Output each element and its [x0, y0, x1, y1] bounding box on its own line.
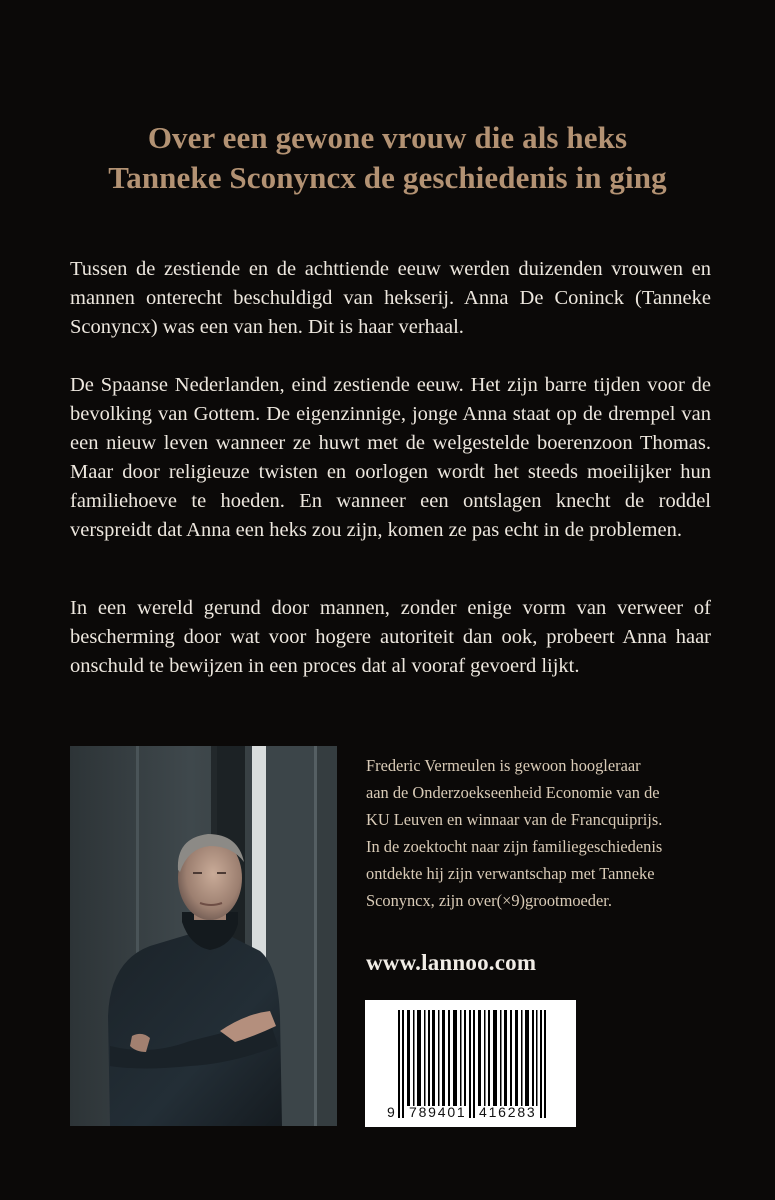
blurb-paragraph-1: Tussen de zestiende en de achttiende eeuw werden duizenden vrouwen en mannen onterecht beschuldigd van hekserij. Anna De Coninck (Tanneke Sconyncx) was een van hen. Dit is haar verhaal. — [70, 258, 711, 338]
publisher-website: www.lannoo.com — [366, 950, 537, 975]
barcode-icon — [365, 1000, 576, 1127]
blurb-paragraph-2: De Spaanse Nederlanden, eind zestiende eeuw. Het zijn barre tijden voor de bevolking van Gottem. De eigenzinnige, jonge Anna staat op de drempel van een nieuw leven wanneer ze huwt met de welgestelde boerenzoon Thomas. Maar door religieuze twisten en oorlogen wordt het steeds moeilijker hun familiehoeve te hoeden. En wanneer een ontslagen knecht de roddel verspreidt dat Anna een heks zou zijn, komen ze pas echt in de problemen. — [70, 374, 711, 541]
author-bio-line: Frederic Vermeulen is gewoon hoogleraar — [366, 756, 641, 775]
blurb-paragraph-3: In een wereld gerund door mannen, zonder enige vorm van verweer of bescherming door wat voor hogere autoriteit dan ook, probeert Anna haar onschuld te bewijzen in een proces dat al vooraf gevoerd lijkt. — [70, 597, 711, 677]
author-bio-line: KU Leuven en winnaar van de Francquiprijs. — [366, 810, 663, 829]
tagline-line-1: Over een gewone vrouw die als heks — [147, 120, 628, 155]
author-bio-line: Sconyncx, zijn over(×9)grootmoeder. — [366, 891, 612, 910]
author-bio-line: aan de Onderzoekseenheid Economie van de — [366, 783, 660, 802]
isbn-left-group: 789401 — [409, 1104, 467, 1120]
author-bio-line: ontdekte hij zijn verwantschap met Tanneke — [366, 864, 655, 883]
isbn-right-group: 416283 — [479, 1104, 537, 1120]
tagline-heading — [0, 118, 775, 198]
isbn-first-digit: 9 — [387, 1104, 396, 1120]
author-bio-line: In de zoektocht naar zijn familiegeschiedenis — [366, 837, 663, 856]
author-bio — [366, 752, 716, 914]
author-photo — [70, 746, 337, 1126]
author-portrait-image — [70, 746, 337, 1126]
isbn-barcode — [365, 1000, 576, 1127]
tagline-line-2: Tanneke Sconyncx de geschiedenis in ging — [108, 160, 667, 195]
